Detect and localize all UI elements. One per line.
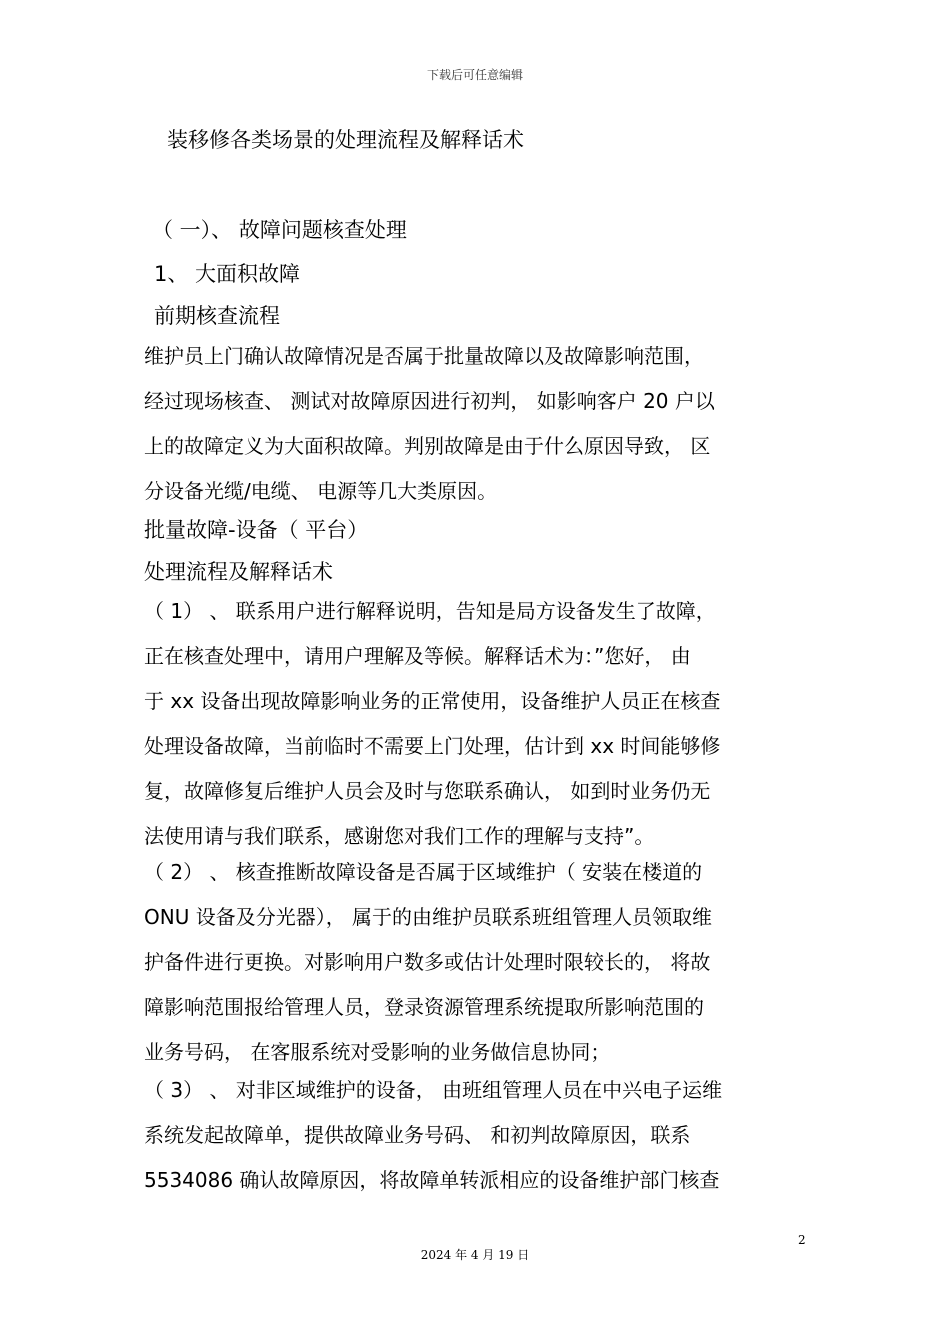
precheck-heading: 前期核查流程	[154, 304, 280, 328]
paragraph-line: （ 2） 、 核查推断故障设备是否属于区域维护（ 安装在楼道的	[144, 860, 703, 884]
step1-paragraph	[144, 589, 824, 859]
page-header: 下载后可任意编辑	[426, 68, 523, 82]
batch-fault-heading: 批量故障-设备（ 平台）	[144, 518, 369, 542]
document-title: 装移修各类场景的处理流程及解释话术	[167, 128, 524, 152]
paragraph-line: 分设备光缆/电缆、 电源等几大类原因。	[144, 479, 498, 503]
step2-paragraph	[144, 850, 824, 1075]
paragraph-line: 上的故障定义为大面积故障。判别故障是由于什么原因导致， 区	[144, 434, 711, 458]
paragraph-line: 系统发起故障单，提供故障业务号码、 和初判故障原因，联系	[144, 1123, 691, 1147]
paragraph-line: 于 xx 设备出现故障影响业务的正常使用，设备维护人员正在核查	[144, 689, 721, 713]
paragraph-line: 法使用请与我们联系，感谢您对我们工作的理解与支持”。	[144, 824, 655, 848]
subsection-heading: 1、 大面积故障	[154, 262, 301, 286]
paragraph-line: 护备件进行更换。对影响用户数多或估计处理时限较长的， 将故	[144, 950, 711, 974]
step3-paragraph	[144, 1068, 824, 1203]
process-heading: 处理流程及解释话术	[144, 560, 333, 584]
paragraph-line: 5534086 确认故障原因，将故障单转派相应的设备维护部门核查	[144, 1168, 720, 1192]
paragraph-line: （ 1） 、 联系用户进行解释说明，告知是局方设备发生了故障，	[144, 599, 716, 623]
paragraph-line: 经过现场核查、 测试对故障原因进行初判， 如影响客户 20 户以	[144, 389, 715, 413]
paragraph-line: 正在核查处理中，请用户理解及等候。解释话术为：”您好， 由	[144, 644, 691, 668]
page-footer-date: 2024 年 4 月 19 日	[420, 1248, 530, 1262]
paragraph-line: 复，故障修复后维护人员会及时与您联系确认， 如到时业务仍无	[144, 779, 711, 803]
paragraph-line: 处理设备故障，当前临时不需要上门处理，估计到 xx 时间能够修	[144, 734, 721, 758]
paragraph-line: 业务号码， 在客服系统对受影响的业务做信息协同；	[144, 1040, 611, 1064]
paragraph-line: （ 3） 、 对非区域维护的设备， 由班组管理人员在中兴电子运维	[144, 1078, 723, 1102]
page-number: 2	[798, 1233, 806, 1247]
section-heading: （ 一）、 故障问题核查处理	[152, 218, 407, 242]
paragraph-line: 障影响范围报给管理人员，登录资源管理系统提取所影响范围的	[144, 995, 704, 1019]
precheck-paragraph	[144, 334, 824, 514]
paragraph-line: 维护员上门确认故障情况是否属于批量故障以及故障影响范围，	[144, 344, 704, 368]
paragraph-line: ONU 设备及分光器）， 属于的由维护员联系班组管理人员领取维	[144, 905, 713, 929]
